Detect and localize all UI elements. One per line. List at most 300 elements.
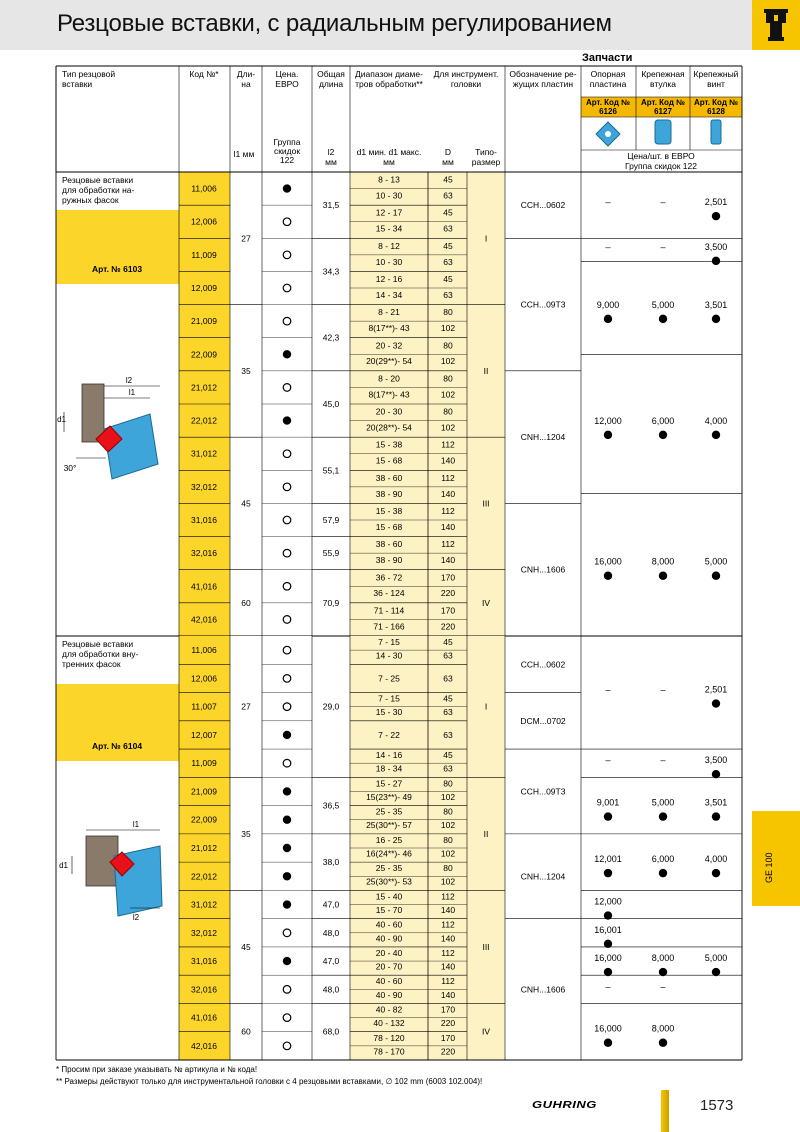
head-diameter-cell: 140 [440,905,456,916]
range-cell: 15(23**)- 49 [366,791,412,802]
header-price-group: 122 [279,155,295,165]
support-plate-hole-icon [605,131,611,137]
middle-bg [230,636,312,1060]
header-total-length: Общая [317,69,345,79]
range-cell: 8 - 20 [378,373,400,384]
range-cell: 25(30**)- 53 [366,876,412,887]
range-cell: 38 - 90 [375,488,403,499]
length-cell: 35 [241,365,251,376]
part-availability-dot [604,572,612,580]
sleeve-icon [655,120,671,144]
part-availability-dot [712,572,720,580]
part-availability-dot [604,315,612,323]
part-price-cell: – [660,684,666,695]
length-cell: 27 [241,701,251,712]
head-diameter-cell: 80 [443,778,453,789]
range-cell: 15 - 68 [375,521,403,532]
total-length-cell: 42,3 [322,332,340,343]
part-price-cell: 8,000 [651,1023,675,1034]
code-cell: 31,012 [191,448,217,459]
head-diameter-cell: 112 [441,506,455,517]
footer-stripe [661,1090,669,1132]
head-diameter-cell: 220 [440,1018,456,1029]
head-diameter-cell: 140 [440,521,456,532]
insert-designation-cell: CNH...1606 [520,564,566,575]
code-cell: 11,007 [191,701,217,712]
footnote-order: * Просим при заказе указывать № артикула и № кода! [56,1065,258,1074]
code-cell: 32,012 [191,927,217,938]
range-cell: 20 - 30 [375,406,403,417]
code-cell: 12,006 [191,673,217,684]
head-diameter-cell: 112 [441,891,455,902]
part-availability-dot [659,572,667,580]
article-number: Арт. № 6104 [91,741,143,751]
part-price-cell: 12,000 [594,415,622,426]
part-price-cell: – [605,241,611,252]
head-diameter-cell: 112 [441,919,455,930]
price-dot-filled [283,787,291,795]
part-availability-dot [712,431,720,439]
code-cell: 42,016 [191,614,217,625]
workpiece-drawing [82,384,104,442]
head-diameter-cell: 45 [443,240,453,251]
head-size-cell: IV [481,597,491,608]
head-diameter-cell: 102 [440,848,456,859]
head-size-cell: II [483,828,489,839]
head-diameter-cell: 45 [443,174,453,185]
total-length-cell: 68,0 [322,1026,340,1037]
part-price-cell: – [660,241,666,252]
insert-type-label: для обработки вну- [62,649,139,659]
part-price-cell: 3,501 [704,299,728,310]
part-price-cell: – [605,684,611,695]
head-diameter-cell: 80 [443,373,453,384]
total-length-cell: 31,5 [322,200,340,211]
total-length-cell: 55,9 [322,548,340,559]
part-availability-dot [712,212,720,220]
length-cell: 45 [241,941,251,952]
part-price-cell: 12,000 [594,896,622,907]
header-part2: втулка [650,79,676,89]
part-price-cell: 5,000 [704,953,728,964]
header-art3: 6128 [707,107,725,116]
head-diameter-cell: 170 [440,1032,456,1043]
range-cell: 40 - 90 [375,989,403,1000]
head-diameter-cell: 80 [443,307,453,318]
total-length-cell: 34,3 [322,266,340,277]
header-type: Тип резцовой [62,69,116,79]
part-price-cell: 16,000 [594,953,622,964]
code-cell: 41,016 [191,581,217,592]
part-availability-dot [659,869,667,877]
head-diameter-cell: 63 [443,729,453,740]
head-diameter-cell: 45 [443,750,453,761]
article-number: Арт. № 6103 [91,264,143,274]
code-cell: 31,016 [191,515,217,525]
page-number: 1573 [700,1097,734,1114]
footnotes [56,1064,482,1088]
head-size-cell: III [482,498,490,509]
range-cell: 78 - 170 [373,1046,405,1057]
dimension-label-l1: l1 [132,820,140,829]
header-art2: 6127 [654,107,672,116]
head-diameter-cell: 170 [440,572,456,583]
part-availability-dot [712,869,720,877]
header-art3: Арт. Код № [693,98,739,107]
price-dot-filled [283,816,291,824]
header-head: Для инструмент. [433,69,499,79]
header-insert: жущих пластин [512,79,574,89]
range-cell: 16(24**)- 46 [366,848,412,859]
header-part3: винт [707,79,725,89]
code-cell: 32,012 [191,481,217,492]
range-cell: 25 - 35 [375,863,403,874]
dimension-label-l2: l2 [125,376,133,385]
header-range: тров обработки** [355,79,423,89]
price-dot-filled [283,844,291,852]
head-diameter-cell: 102 [440,820,456,831]
range-cell: 16 - 25 [375,834,403,845]
total-length-cell: 47,0 [322,899,340,910]
header-length-unit: l1 мм [233,149,255,159]
range-cell: 25 - 35 [375,806,403,817]
part-price-cell: 3,500 [704,755,728,766]
header-total-length: длина [318,79,344,89]
part-price-cell: – [660,981,666,992]
part-price-cell: 5,000 [651,299,675,310]
footnote-dimensions: ** Размеры действуют только для инструментальной головки с 4 резцовыми вставками, ∅ 102 mm (6003 102.004)! [56,1077,483,1086]
dimension-label-l2: l2 [132,913,140,922]
price-dot-filled [283,872,291,880]
insert-type-label: Резцовые вставки [62,639,134,649]
header-parts-price: Группа скидок 122 [625,161,697,171]
total-length-cell: 47,0 [322,956,340,967]
part-availability-dot [659,812,667,820]
range-cell: 71 - 114 [373,605,405,616]
range-cell: 40 - 82 [375,1004,403,1015]
header-price-group: Группа [273,137,301,147]
range-cell: 20(28**)- 54 [366,422,412,433]
total-length-cell: 29,0 [322,701,340,712]
part-price-cell: 9,000 [596,299,620,310]
code-cell: 41,016 [191,1012,217,1023]
head-diameter-cell: 63 [443,707,453,718]
head-diameter-cell: 63 [443,673,453,684]
head-diameter-cell: 140 [440,933,456,944]
header-part3: Крепежный [693,69,739,79]
head-size-cell: I [484,701,488,712]
head-diameter-cell: 102 [440,356,456,367]
insert-designation-cell: CCH...09T3 [520,786,566,797]
code-cell: 31,016 [191,956,217,967]
header-part1: пластина [589,79,627,89]
range-cell: 10 - 30 [375,256,403,267]
range-cell: 40 - 90 [375,933,403,944]
insert-type-label: тренних фасок [62,659,121,669]
range-cell: 40 - 132 [373,1018,405,1029]
header-range: Диапазон диаме- [355,69,423,79]
total-length-cell: 48,0 [322,984,340,995]
spare-parts-title: Запчасти [582,52,633,64]
head-diameter-cell: 45 [443,274,453,285]
part-price-cell: 4,000 [704,854,728,865]
range-cell: 15 - 40 [375,891,403,902]
code-cell: 12,007 [191,729,217,740]
part-price-cell: 16,000 [594,1023,622,1034]
total-length-cell: 45,0 [322,399,340,409]
header-head-d: мм [442,157,454,167]
code-cell: 11,006 [191,645,217,656]
range-cell: 14 - 16 [375,750,403,761]
range-cell: 8 - 21 [378,307,400,318]
screw-icon [711,120,721,144]
code-cell: 11,006 [191,183,217,194]
range-cell: 15 - 38 [375,506,403,517]
total-length-cell: 55,1 [322,465,340,476]
code-cell: 21,009 [191,786,217,797]
length-cell: 45 [241,498,251,509]
part-price-cell: 6,000 [651,854,675,865]
length-cell: 27 [241,233,251,244]
head-diameter-cell: 220 [440,588,456,599]
part-price-cell: 16,001 [594,924,622,935]
range-cell: 15 - 34 [375,223,403,234]
head-diameter-cell: 112 [441,947,455,958]
price-dot-filled [283,731,291,739]
head-diameter-cell: 102 [440,791,456,802]
part-price-cell: 2,501 [704,197,728,208]
length-cell: 35 [241,828,251,839]
head-diameter-cell: 220 [440,1046,456,1057]
part-availability-dot [604,431,612,439]
length-cell: 60 [241,1026,251,1037]
part-availability-dot [712,257,720,265]
range-cell: 20(29**)- 54 [366,356,412,367]
range-cell: 20 - 32 [375,340,403,351]
range-cell: 15 - 70 [375,905,403,916]
price-dot-filled [283,957,291,965]
head-diameter-cell: 102 [440,422,456,433]
part-price-cell: – [605,197,611,208]
range-cell: 20 - 40 [375,947,403,958]
part-price-cell: 3,501 [704,797,728,808]
head-diameter-cell: 140 [440,555,456,566]
price-dot-filled [283,184,291,192]
range-cell: 38 - 90 [375,555,403,566]
head-diameter-cell: 80 [443,406,453,417]
total-length-cell: 38,0 [322,857,340,868]
code-cell: 22,009 [191,814,217,825]
header-code: Код №* [189,69,219,79]
code-cell: 42,016 [191,1040,217,1051]
insert-type-label: ружных фасок [62,195,119,205]
range-cell: 15 - 27 [375,778,403,789]
brand-logo: GUHRING [532,1098,597,1111]
part-availability-dot [712,315,720,323]
range-cell: 7 - 22 [378,729,400,740]
head-diameter-cell: 80 [443,806,453,817]
part-availability-dot [604,869,612,877]
head-diameter-cell: 170 [440,605,456,616]
header-range-sub: d1 мин. d1 макс. [356,147,422,157]
code-cell: 22,012 [191,871,217,882]
head-diameter-cell: 112 [441,472,455,483]
head-diameter-cell: 140 [440,961,456,972]
range-cell: 8 - 13 [378,174,400,185]
dimension-label-d1: d1 [59,861,68,870]
part-price-cell: 6,000 [651,415,675,426]
insert-designation-cell: CCH...09T3 [520,299,566,310]
head-diameter-cell: 63 [443,650,453,661]
head-diameter-cell: 63 [443,289,453,300]
code-cell: 32,016 [191,548,217,559]
part-availability-dot [712,699,720,707]
header-art2: Арт. Код № [640,98,686,107]
header-insert: Обозначение ре- [509,69,577,79]
part-price-cell: – [660,197,666,208]
code-cell: 21,012 [191,382,217,393]
range-cell: 12 - 17 [375,207,403,218]
head-diameter-cell: 102 [440,876,456,887]
total-length-cell: 36,5 [322,800,340,811]
head-diameter-cell: 63 [443,256,453,267]
header-head: головки [450,79,482,89]
range-cell: 36 - 124 [373,588,405,599]
range-cell: 14 - 30 [375,650,403,661]
price-dot-filled [283,416,291,424]
head-diameter-cell: 63 [443,763,453,774]
code-cell: 32,016 [191,984,217,995]
range-cell: 15 - 30 [375,707,403,718]
range-cell: 15 - 68 [375,455,403,466]
insert-type-label: для обработки на- [62,185,135,195]
insert-designation-cell: CCH...0602 [520,200,566,211]
code-cell: 22,012 [191,415,217,426]
range-cell: 38 - 60 [375,472,403,483]
code-cell: 12,006 [191,216,217,227]
range-cell: 40 - 60 [375,919,403,930]
header-price-group: скидок [273,146,301,156]
header-head-size: Типо- [475,147,497,157]
header-price: ЕВРО [275,79,299,89]
part-availability-dot [659,431,667,439]
head-diameter-cell: 112 [441,976,455,987]
part-availability-dot [659,315,667,323]
head-diameter-cell: 112 [441,539,455,550]
part-price-cell: 3,500 [704,241,728,252]
part-price-cell: 2,501 [704,684,728,695]
header-total-length-unit: l2 [327,147,335,157]
insert-type-label: Резцовые вставки [62,175,134,185]
insert-designation-cell: CNH...1204 [520,871,566,882]
range-cell: 8 - 12 [378,240,400,251]
range-cell: 7 - 15 [378,637,400,648]
head-diameter-cell: 45 [443,637,453,648]
insert-designation-cell: CNH...1204 [520,432,566,443]
head-size-cell: III [482,941,490,952]
range-cell: 8(17**)- 43 [368,389,410,400]
part-price-cell: 12,001 [594,854,622,865]
head-size-cell: I [484,233,488,244]
total-length-cell: 57,9 [322,515,340,525]
code-cell: 21,012 [191,843,217,853]
header-price: Цена. [275,69,299,79]
price-dot-filled [283,350,291,358]
code-cell: 22,009 [191,349,217,360]
head-diameter-cell: 80 [443,863,453,874]
range-cell: 7 - 25 [378,673,400,684]
total-length-cell: 70,9 [322,597,340,608]
part-price-cell: 16,000 [594,556,622,567]
head-diameter-cell: 140 [440,989,456,1000]
header-art1: Арт. Код № [585,98,631,107]
range-cell: 71 - 166 [373,621,405,632]
header-range-sub: мм [383,157,395,167]
code-cell: 12,009 [191,283,217,293]
part-price-cell: 4,000 [704,415,728,426]
total-length-cell: 48,0 [322,927,340,938]
code-cell: 11,009 [191,758,217,769]
part-availability-dot [712,812,720,820]
range-cell: 40 - 60 [375,976,403,987]
part-availability-dot [604,812,612,820]
header-length: на [241,79,251,89]
insert-designation-cell: DCM...0702 [520,715,566,726]
part-availability-dot [659,1039,667,1047]
range-cell: 38 - 60 [375,539,403,550]
side-tab-label: GE 100 [764,852,774,883]
head-diameter-cell: 102 [440,389,456,400]
insert-designation-cell: CNH...1606 [520,984,566,995]
head-diameter-cell: 63 [443,190,453,201]
head-diameter-cell: 220 [440,621,456,632]
code-cell: 21,009 [191,316,217,327]
part-price-cell: 8,000 [651,556,675,567]
part-price-cell: 5,000 [651,797,675,808]
head-diameter-cell: 63 [443,223,453,234]
range-cell: 10 - 30 [375,190,403,201]
head-size-cell: II [483,365,489,376]
header-art1: 6126 [599,107,617,116]
range-cell: 15 - 38 [375,439,403,450]
page-title: Резцовые вставки, с радиальным регулированием [57,10,612,37]
dimension-label-l1: l1 [128,388,136,397]
head-diameter-cell: 45 [443,207,453,218]
length-cell: 60 [241,597,251,608]
range-cell: 18 - 34 [375,763,403,774]
header-part2: Крепежная [641,69,685,79]
head-diameter-cell: 140 [440,455,456,466]
range-cell: 25(30**)- 57 [366,820,412,831]
header-total-length-unit: мм [325,157,337,167]
header-head-d: D [444,147,452,157]
part-availability-dot [604,1039,612,1047]
code-cell: 31,012 [191,899,217,910]
header-length: Дли- [236,69,256,79]
head-diameter-cell: 80 [443,340,453,351]
part-price-cell: 5,000 [704,556,728,567]
angle-label: 30° [63,463,77,473]
header-part1: Опорная [590,69,626,79]
insert-designation-cell: CCH...0602 [520,659,566,670]
range-cell: 78 - 120 [373,1032,405,1043]
code-cell: 11,009 [191,249,217,260]
head-diameter-cell: 45 [443,693,453,704]
range-cell: 14 - 34 [375,289,403,300]
head-diameter-cell: 80 [443,834,453,845]
part-price-cell: 8,000 [651,953,675,964]
range-cell: 7 - 15 [378,693,400,704]
